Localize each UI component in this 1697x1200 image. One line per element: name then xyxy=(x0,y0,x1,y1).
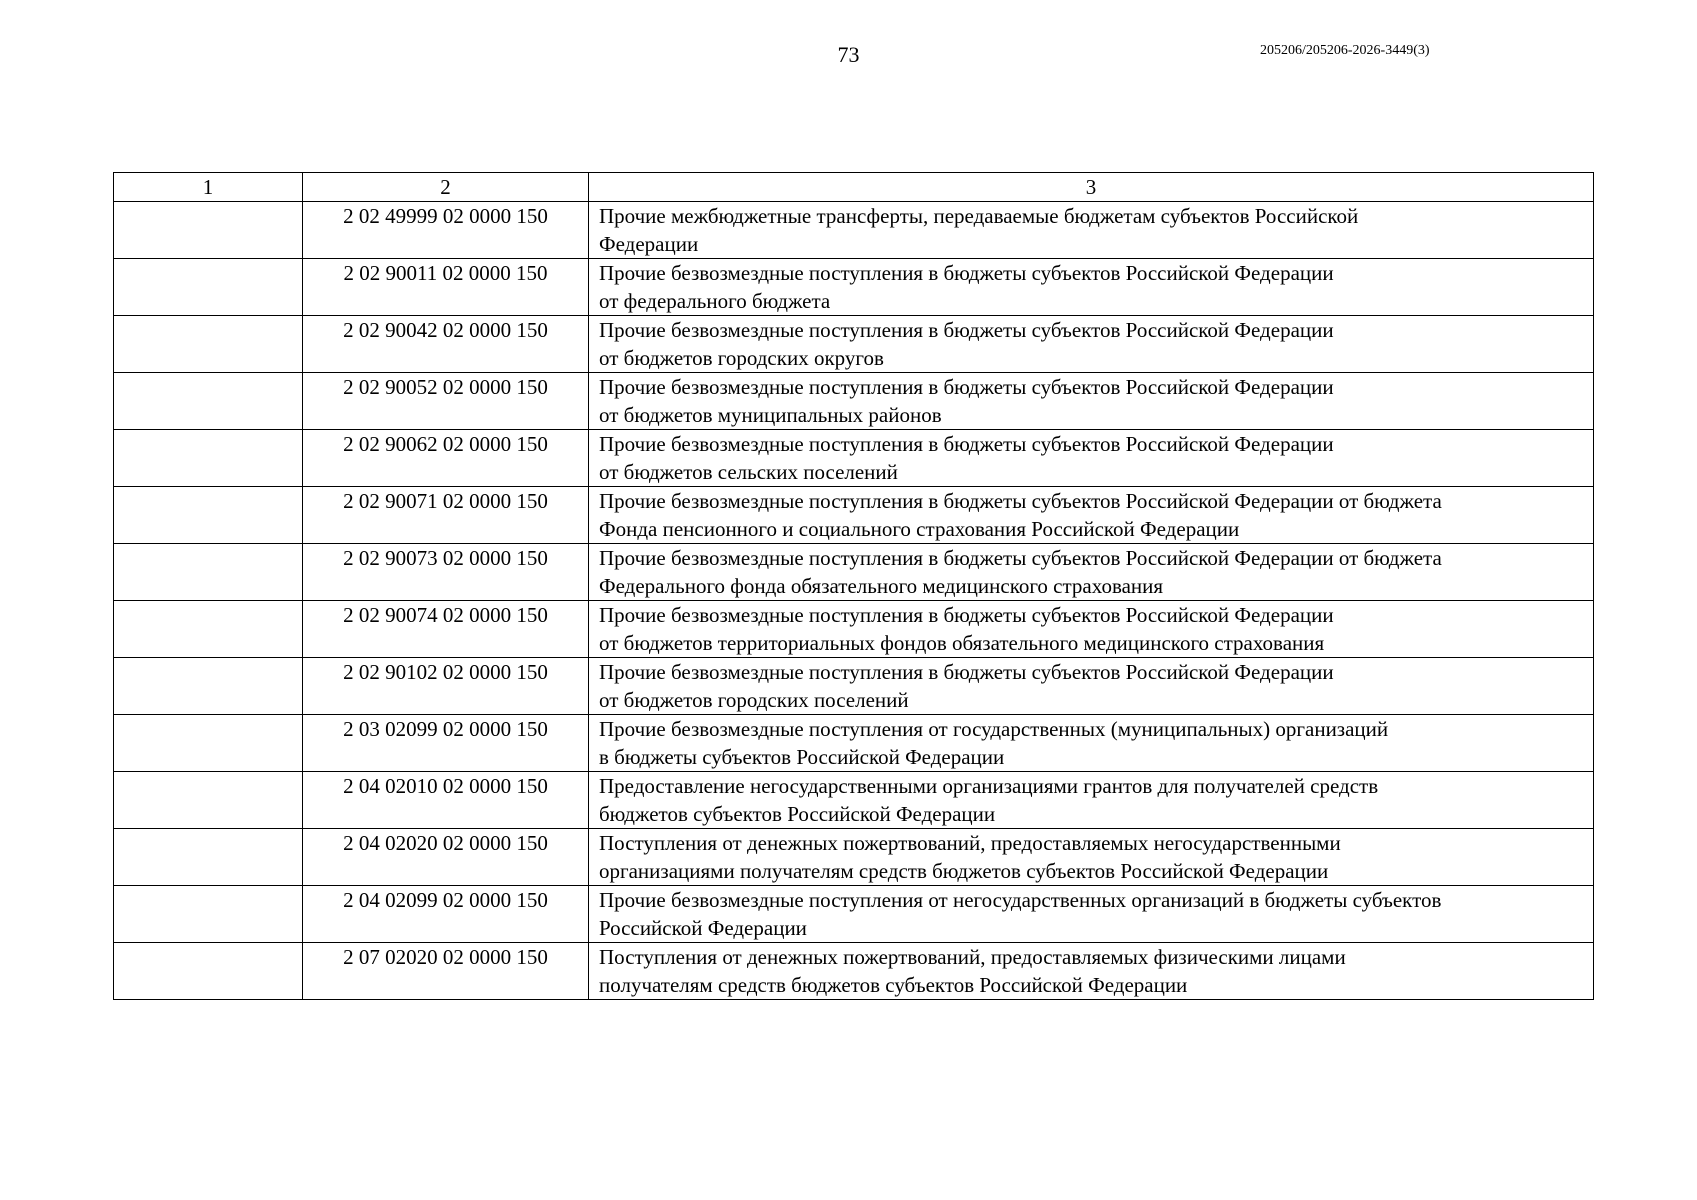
admin-cell xyxy=(114,772,303,829)
budget-table xyxy=(113,172,1594,1000)
description-line: от бюджетов муниципальных районов xyxy=(599,403,942,427)
description-line: Прочие безвозмездные поступления в бюджеты субъектов Российской Федерации xyxy=(599,432,1334,456)
description-cell xyxy=(589,202,1594,259)
admin-cell xyxy=(114,829,303,886)
page-number: 73 xyxy=(837,42,860,67)
budget-code-cell: 2 02 90042 02 0000 150 xyxy=(303,316,589,373)
table-row xyxy=(114,886,1594,943)
description-line: Прочие безвозмездные поступления в бюджеты субъектов Российской Федерации xyxy=(599,318,1334,342)
description-line: организациями получателям средств бюджетов субъектов Российской Федерации xyxy=(599,859,1329,883)
description-line: Прочие безвозмездные поступления от государственных (муниципальных) организаций xyxy=(599,717,1389,741)
budget-code-cell: 2 03 02099 02 0000 150 xyxy=(303,715,589,772)
admin-cell xyxy=(114,943,303,1000)
description-line: Российской Федерации xyxy=(599,916,807,940)
budget-code-cell: 2 07 02020 02 0000 150 xyxy=(303,943,589,1000)
admin-cell xyxy=(114,202,303,259)
table-row xyxy=(114,430,1594,487)
description-cell xyxy=(589,829,1594,886)
admin-cell xyxy=(114,601,303,658)
description-cell xyxy=(589,373,1594,430)
table-row xyxy=(114,601,1594,658)
description-line: от бюджетов территориальных фондов обязательного медицинского страхования xyxy=(599,631,1325,655)
description-line: Прочие безвозмездные поступления в бюджеты субъектов Российской Федерации xyxy=(599,603,1334,627)
table-row xyxy=(114,658,1594,715)
description-line: Предоставление негосударственными организациями грантов для получателей средств xyxy=(599,774,1379,798)
description-cell xyxy=(589,487,1594,544)
description-line: Поступления от денежных пожертвований, предоставляемых физическими лицами xyxy=(599,945,1346,969)
budget-code-cell: 2 02 90073 02 0000 150 xyxy=(303,544,589,601)
table-row xyxy=(114,715,1594,772)
admin-cell xyxy=(114,259,303,316)
description-line: в бюджеты субъектов Российской Федерации xyxy=(599,745,1005,769)
admin-cell xyxy=(114,886,303,943)
document-code: 205206/205206-2026-3449(3) xyxy=(1260,43,1430,58)
table-row xyxy=(114,544,1594,601)
budget-code-cell: 2 02 90102 02 0000 150 xyxy=(303,658,589,715)
description-line: от бюджетов сельских поселений xyxy=(599,460,898,484)
column-header-1: 1 xyxy=(114,173,303,202)
budget-code-cell: 2 02 90011 02 0000 150 xyxy=(303,259,589,316)
admin-cell xyxy=(114,715,303,772)
description-line: Прочие безвозмездные поступления от негосударственных организаций в бюджеты субъектов xyxy=(599,888,1442,912)
budget-code-cell: 2 04 02010 02 0000 150 xyxy=(303,772,589,829)
budget-code-cell: 2 02 49999 02 0000 150 xyxy=(303,202,589,259)
description-line: Прочие безвозмездные поступления в бюджеты субъектов Российской Федерации xyxy=(599,660,1334,684)
table-row xyxy=(114,316,1594,373)
column-header-2: 2 xyxy=(303,173,589,202)
table-row xyxy=(114,943,1594,1000)
description-cell xyxy=(589,886,1594,943)
description-cell xyxy=(589,430,1594,487)
description-line: Прочие безвозмездные поступления в бюджеты субъектов Российской Федерации xyxy=(599,375,1334,399)
description-cell xyxy=(589,601,1594,658)
table-row xyxy=(114,487,1594,544)
admin-cell xyxy=(114,430,303,487)
budget-code-cell: 2 04 02099 02 0000 150 xyxy=(303,886,589,943)
description-cell xyxy=(589,943,1594,1000)
description-line: от бюджетов городских поселений xyxy=(599,688,909,712)
table-header-row xyxy=(114,173,1594,202)
budget-code-cell: 2 02 90052 02 0000 150 xyxy=(303,373,589,430)
admin-cell xyxy=(114,487,303,544)
description-line: от бюджетов городских округов xyxy=(599,346,884,370)
admin-cell xyxy=(114,658,303,715)
column-header-3: 3 xyxy=(589,173,1594,202)
table-row xyxy=(114,829,1594,886)
description-cell xyxy=(589,658,1594,715)
admin-cell xyxy=(114,373,303,430)
table-row xyxy=(114,373,1594,430)
admin-cell xyxy=(114,316,303,373)
description-cell xyxy=(589,772,1594,829)
table-row xyxy=(114,259,1594,316)
description-line: Прочие межбюджетные трансферты, передаваемые бюджетам субъектов Российской xyxy=(599,204,1359,228)
budget-code-cell: 2 02 90062 02 0000 150 xyxy=(303,430,589,487)
description-cell xyxy=(589,259,1594,316)
table-row xyxy=(114,202,1594,259)
description-cell xyxy=(589,715,1594,772)
budget-code-cell: 2 02 90074 02 0000 150 xyxy=(303,601,589,658)
description-line: получателям средств бюджетов субъектов Российской Федерации xyxy=(599,973,1188,997)
description-line: Прочие безвозмездные поступления в бюджеты субъектов Российской Федерации от бюджета xyxy=(599,546,1442,570)
description-cell xyxy=(589,316,1594,373)
table-row xyxy=(114,772,1594,829)
description-line: от федерального бюджета xyxy=(599,289,831,313)
description-line: Прочие безвозмездные поступления в бюджеты субъектов Российской Федерации xyxy=(599,261,1334,285)
description-line: Прочие безвозмездные поступления в бюджеты субъектов Российской Федерации от бюджета xyxy=(599,489,1442,513)
admin-cell xyxy=(114,544,303,601)
description-line: Федерации xyxy=(599,232,699,256)
description-line: Фонда пенсионного и социального страхования Российской Федерации xyxy=(599,517,1240,541)
budget-code-cell: 2 04 02020 02 0000 150 xyxy=(303,829,589,886)
description-line: бюджетов субъектов Российской Федерации xyxy=(599,802,996,826)
description-cell xyxy=(589,544,1594,601)
description-line: Федерального фонда обязательного медицинского страхования xyxy=(599,574,1164,598)
description-line: Поступления от денежных пожертвований, предоставляемых негосударственными xyxy=(599,831,1341,855)
budget-code-cell: 2 02 90071 02 0000 150 xyxy=(303,487,589,544)
